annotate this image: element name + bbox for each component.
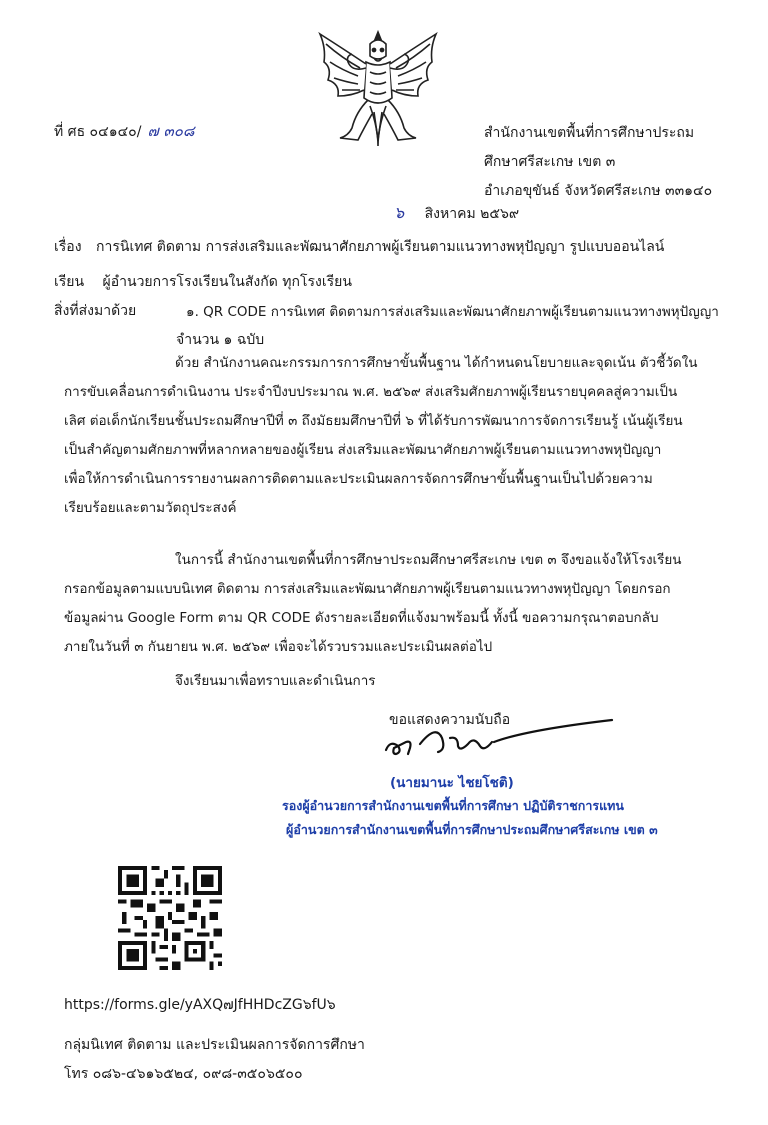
closing-request: จึงเรียนมาเพื่อทราบและดำเนินการ — [175, 673, 376, 689]
recipient-text: ผู้อำนวยการโรงเรียนในสังกัด ทุกโรงเรียน — [102, 274, 352, 290]
date-month-year: สิงหาคม ๒๕๖๙ — [424, 206, 520, 222]
office-line-3: อำเภอขุขันธ์ จังหวัดศรีสะเกษ ๓๓๑๔๐ — [484, 183, 713, 199]
handwritten-signature — [376, 716, 616, 762]
reference-handwritten: ๗ ๓๐๘ — [147, 122, 195, 140]
para1-line-2: การขับเคลื่อนการดำเนินงาน ประจำปีงบประมาณ พ.ศ. ๒๕๖๙ ส่งเสริมศักยภาพผู้เรียนรายบุคคลสู่ความเป็น — [64, 384, 678, 400]
signer-title-2: ผู้อำนวยการสำนักงานเขตพื้นที่การศึกษาประถมศึกษาศรีสะเกษ เขต ๓ — [286, 822, 658, 837]
subject-label: เรื่อง — [54, 239, 82, 255]
para1-line-3: เลิศ ต่อเด็กนักเรียนชั้นประถมศึกษาปีที่ ๓ ถึงมัธยมศึกษาปีที่ ๖ ที่ได้รับการพัฒนาการจัดการเรียนรู้ เน้นผู้เรียน — [64, 413, 683, 429]
signer-name: (นายมานะ ไชยโชติ) — [390, 775, 514, 791]
reference-printed: ที่ ศธ ๐๔๑๔๐/ — [54, 124, 142, 140]
subject-text: การนิเทศ ติดตาม การส่งเสริมและพัฒนาศักยภาพผู้เรียนตามแนวทางพหุปัญญา รูปแบบออนไลน์ — [96, 239, 665, 255]
para1-line-1: ด้วย สำนักงานคณะกรรมการการศึกษาขั้นพื้นฐาน ได้กำหนดนโยบายและจุดเน้น ตัวชี้วัดใน — [175, 355, 698, 371]
letter-date — [394, 201, 519, 226]
subject-line — [54, 236, 664, 258]
office-line-2: ศึกษาศรีสะเกษ เขต ๓ — [484, 154, 616, 170]
phone: โทร ๐๘๖-๔๖๑๖๕๒๔, ๐๙๘-๓๕๐๖๕๐๐ — [64, 1066, 303, 1082]
para2-line-1: ในการนี้ สำนักงานเขตพื้นที่การศึกษาประถมศึกษาศรีสะเกษ เขต ๓ จึงขอแจ้งให้โรงเรียน — [175, 552, 682, 568]
recipient-label: เรียน — [54, 274, 85, 290]
enclosure-item-1: ๑. QR CODE การนิเทศ ติดตามการส่งเสริมและพัฒนาศักยภาพผู้เรียนตามแนวทางพหุปัญญา — [186, 304, 719, 320]
enclosure-label: สิ่งที่ส่งมาด้วย — [54, 303, 137, 319]
para1-line-6: เรียบร้อยและตามวัตถุประสงค์ — [64, 500, 237, 516]
department: กลุ่มนิเทศ ติดตาม และประเมินผลการจัดการศึกษา — [64, 1037, 365, 1053]
recipient-line — [54, 271, 352, 293]
signer-title-1: รองผู้อำนวยการสำนักงานเขตพื้นที่การศึกษา ปฏิบัติราชการแทน — [282, 798, 624, 813]
office-address — [484, 119, 712, 206]
regards: ขอแสดงความนับถือ — [389, 712, 511, 728]
qr-code — [118, 866, 222, 970]
para1-line-5: เพื่อให้การดำเนินการรายงานผลการติดตามและประเมินผลการจัดการศึกษาขั้นพื้นฐานเป็นไปด้วยความ — [64, 471, 653, 487]
para2-line-4: ภายในวันที่ ๓ กันยายน พ.ศ. ๒๕๖๙ เพื่อจะได้รวบรวมและประเมินผลต่อไป — [64, 639, 493, 655]
reference-number — [54, 119, 194, 143]
form-url[interactable]: https://forms.gle/yAXQ๗JfHHDcZG๖fU๖ — [64, 997, 336, 1013]
para1-line-4: เป็นสำคัญตามศักยภาพที่หลากหลายของผู้เรียน ส่งเสริมและพัฒนาศักยภาพผู้เรียนตามแนวทางพหุปัญญา — [64, 442, 662, 458]
enclosure-quantity: จำนวน ๑ ฉบับ — [176, 332, 265, 348]
para2-line-3: ข้อมูลผ่าน Google Form ตาม QR CODE ดังรายละเอียดที่แจ้งมาพร้อมนี้ ทั้งนี้ ขอความกรุณาตอบกลับ — [64, 610, 659, 626]
date-day-handwritten: ๖ — [394, 203, 405, 222]
office-line-1: สำนักงานเขตพื้นที่การศึกษาประถม — [484, 125, 695, 141]
garuda-emblem — [312, 28, 444, 150]
para2-line-2: กรอกข้อมูลตามแบบนิเทศ ติดตาม การส่งเสริมและพัฒนาศักยภาพผู้เรียนตามแนวทางพหุปัญญา โดยกรอก — [64, 581, 671, 597]
